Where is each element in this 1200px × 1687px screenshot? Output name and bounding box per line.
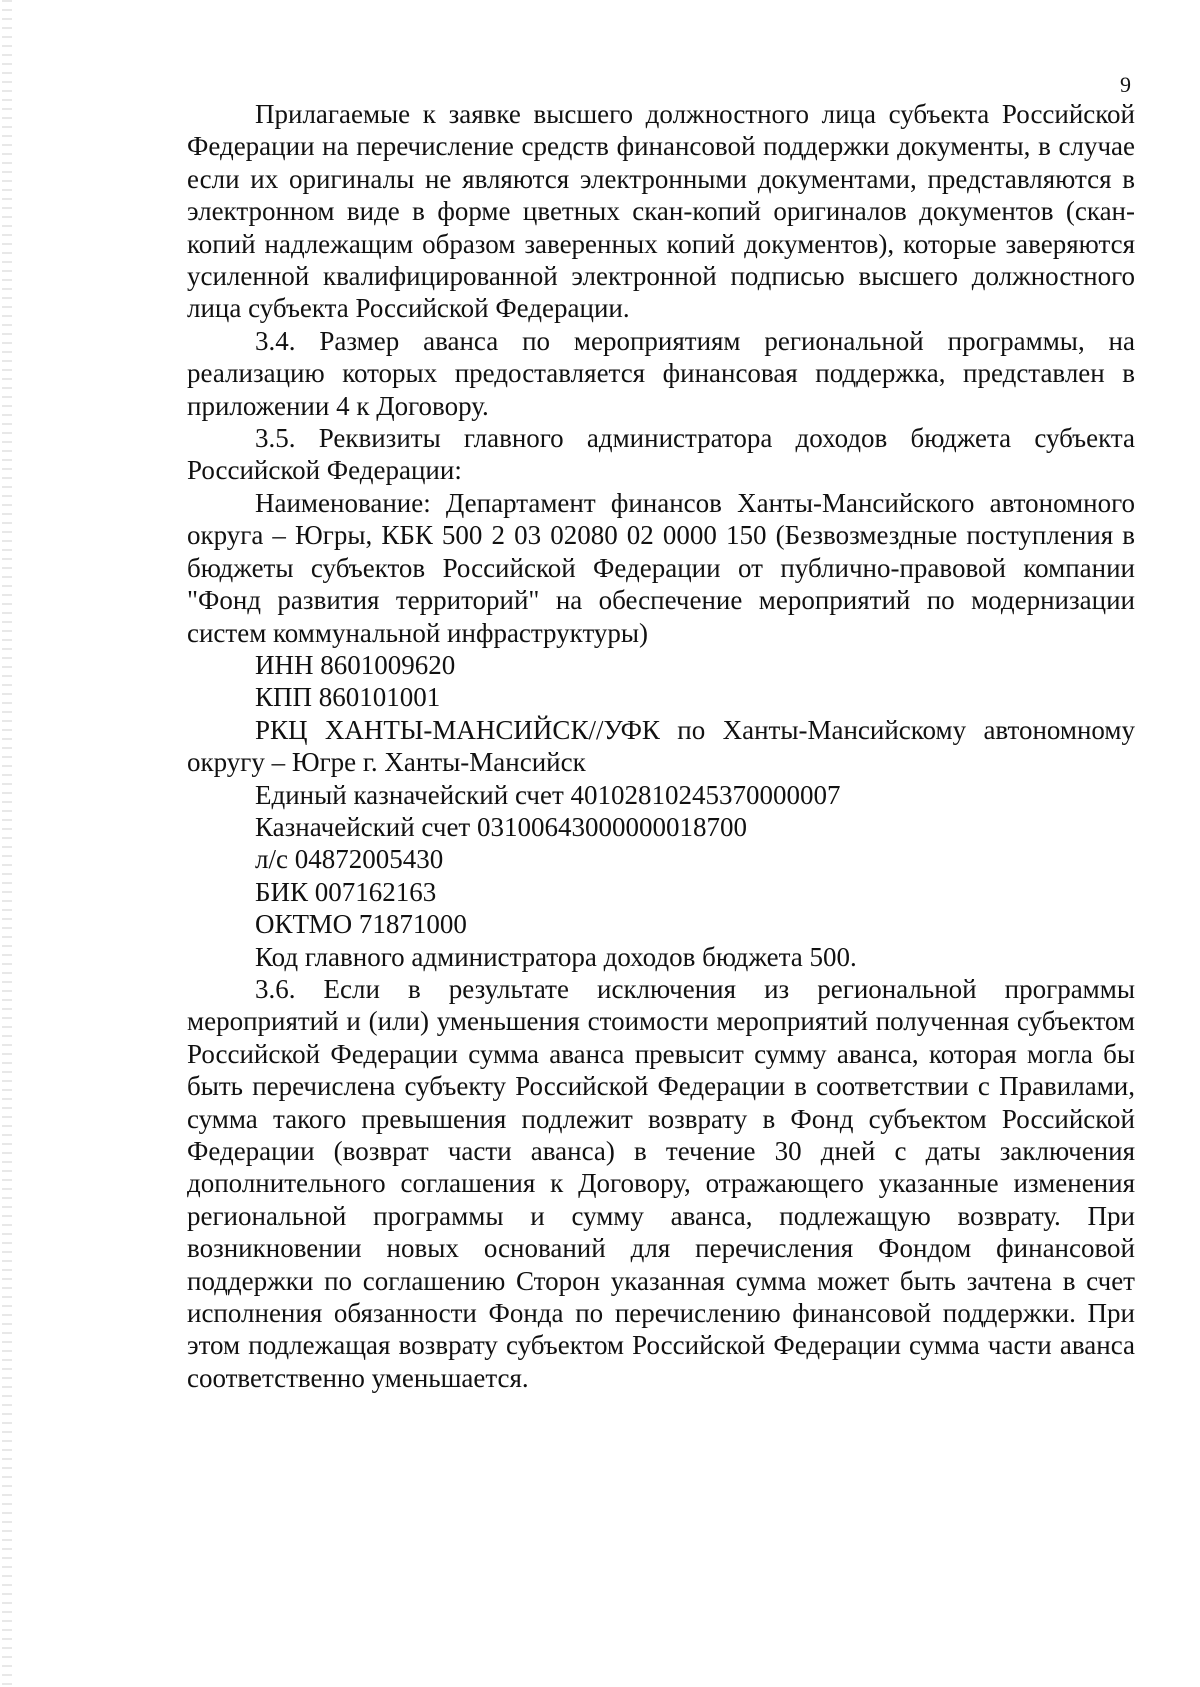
requisite-inn: ИНН 8601009620 bbox=[255, 649, 456, 680]
document-body bbox=[187, 98, 1135, 1394]
paragraph-3-5-requisites-heading: 3.5. Реквизиты главного администратора доходов бюджета субъекта Российской Федерации: bbox=[187, 423, 1135, 486]
requisite-bank: РКЦ ХАНТЫ-МАНСИЙСК//УФК по Ханты-Мансийскому автономному округу – Югре г. Ханты-Мансийск bbox=[187, 714, 1135, 778]
scan-edge-artifact bbox=[2, 0, 12, 1687]
paragraph-attached-documents: Прилагаемые к заявке высшего должностного лица субъекта Российской Федерации на перечисление средств финансовой поддержки документы, в случае если их оригиналы не являются электронными документами, представляются в электронном виде в форме цветных скан-копий оригиналов документов (скан-копий надлежащим образом заверенных копий документов), которые заверяются усиленной квалифицированной электронной подписью высшего должностного лица субъекта Российской Федерации. bbox=[187, 99, 1135, 324]
paragraph-3-4-advance-size: 3.4. Размер аванса по мероприятиям региональной программы, на реализацию которых предоставляется финансовая поддержка, представлен в приложении 4 к Договору. bbox=[187, 325, 1135, 421]
requisite-name: Наименование: Департамент финансов Ханты-Мансийского автономного округа – Югры, КБК 500 2 03 02080 02 0000 150 (Безвозмездные поступления в бюджеты субъектов Российской Федерации от публично-правовой компании "Фонд развития территорий" на обеспечение мероприятий по модернизации систем коммунальной инфраструктуры) bbox=[187, 487, 1135, 648]
requisite-treasury-account: Казначейский счет 03100643000000018700 bbox=[255, 811, 747, 842]
requisite-bik: БИК 007162163 bbox=[255, 876, 437, 907]
requisite-admin-code: Код главного администратора доходов бюджета 500. bbox=[255, 941, 857, 972]
requisite-single-treasury-account: Единый казначейский счет 40102810245370000007 bbox=[255, 779, 841, 810]
paragraph-3-6-advance-return: 3.6. Если в результате исключения из региональной программы мероприятий и (или) уменьшения стоимости мероприятий полученная субъектом Российской Федерации сумма аванса превысит сумму аванса, которая могла бы быть перечислена субъекту Российской Федерации в соответствии с Правилами, сумма такого превышения подлежит возврату в Фонд субъектом Российской Федерации (возврат части аванса) в течение 30 дней с даты заключения дополнительного соглашения к Договору, отражающего указанные изменения региональной программы и сумму аванса, подлежащую возврату. При возникновении новых оснований для перечисления Фондом финансовой поддержки по соглашению Сторон указанная сумма может быть зачтена в счет исполнения обязанности Фонда по перечислению финансовой поддержки. При этом подлежащая возврату субъектом Российской Федерации сумма части аванса соответственно уменьшается. bbox=[187, 973, 1135, 1393]
requisite-kpp: КПП 860101001 bbox=[255, 682, 441, 713]
requisite-oktmo: ОКТМО 71871000 bbox=[255, 909, 467, 940]
requisite-personal-account: л/с 04872005430 bbox=[255, 844, 444, 875]
page-number: 9 bbox=[1120, 72, 1131, 97]
